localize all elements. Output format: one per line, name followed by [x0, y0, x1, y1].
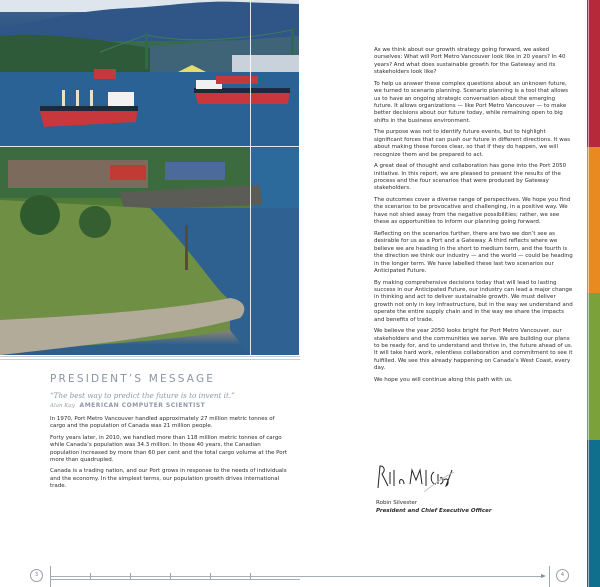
attribution-title: AMERICAN COMPUTER SCIENTIST [79, 402, 206, 409]
page-number-right: 4 [556, 569, 569, 582]
timeline-tick [210, 573, 211, 579]
body-paragraph: The purpose was not to identify future events, but to highlight significant forces that can push our future in different directions. It was about making these forces clear, so that if they do happen, we will recognize them and be prepared to act. [374, 129, 571, 158]
bulk-carrier-bridge [108, 92, 134, 106]
presidents-message-body [374, 47, 574, 388]
body-paragraph: As we think about our growth strategy going forward, we asked ourselves: What will Port Metro Vancouver look like in 20 years? In 40 years? And what does sustainable growth for the Gateway and its stakeholders look like? [374, 47, 566, 76]
trees [20, 195, 60, 235]
body-paragraph: We hope you will continue along this path with us. [374, 376, 513, 383]
timeline-line [50, 579, 300, 580]
page-number-left: 3 [30, 569, 43, 582]
harbour-photo [0, 0, 299, 355]
body-paragraph: By making comprehensive decisions today that will lead to lasting success in our Anticipated Future, our industry can lead a major change in thinking and act to deliver sustainable growth. We must deliver growth not only in key infrastructure, but in the way we understand and operate the entire supply chain and in the way we share the impacts and benefits of trade. [374, 279, 573, 323]
timeline-end-marker [549, 566, 550, 587]
crane [62, 90, 65, 106]
timeline-arrow-icon [541, 574, 546, 578]
epigraph-attribution [50, 402, 290, 409]
body-paragraph: Forty years later, in 2010, we handled more than 118 million metric tonnes of cargo while Canada’s population was 34.3 million. In those 40 years, the Canadian population increased by more than 60 per cent and the total cargo volume at the Port more than quadrupled. [50, 434, 288, 464]
body-paragraph: Reflecting on the scenarios further, there are two we don’t see as desirable for us as a Port and a Gateway. A third reflects where we believe we are heading in the short to medium term, and the fourth is the direction we think our industry — and the world — could be heading in the longer term. We have labelled these last two scenarios our Anticipated Future. [374, 230, 573, 274]
trees [79, 206, 111, 238]
signer-title: President and Chief Executive Officer [376, 508, 492, 514]
timeline-tick [250, 573, 251, 579]
crane [76, 90, 79, 106]
harbour-illustration [0, 0, 299, 355]
photo-bottom-rule [0, 356, 300, 357]
body-paragraph: A great deal of thought and collaboration has gone into the Port 2050 initiative. In this report, we are pleased to present the results of the process and the four scenarios that were produced by Gateway stakeholders. [374, 163, 567, 192]
bulk-carrier-deck [40, 106, 138, 111]
body-paragraph: The outcomes cover a diverse range of perspectives. We hope you find the scenarios to be provocative and challenging, in a positive way. We have not shied away from the negative possibilities; rather, we see these as opportunities to inform our planning going forward. [374, 197, 571, 226]
section-tab-orange [587, 147, 600, 293]
red-containers [110, 165, 146, 180]
blue-containers [165, 162, 225, 180]
epigraph-quote: “The best way to predict the future is to invent it.” [50, 391, 235, 400]
page-title: PRESIDENT’S MESSAGE [50, 373, 216, 385]
attribution-name: Alan Kay [50, 403, 75, 409]
timeline-tick [90, 573, 91, 579]
container-ship [216, 76, 258, 84]
piling [185, 225, 188, 270]
presidents-message-intro [50, 373, 290, 495]
body-paragraph: In 1970, Port Metro Vancouver handled approximately 27 million metric tonnes of cargo and the population of Canada was 21 million people. [50, 416, 275, 430]
signature [374, 462, 454, 494]
distant-ship [94, 69, 116, 79]
body-paragraph: To help us answer these complex questions about an unknown future, we turned to scenario planning. Scenario planning is a tool that allows us to have an ongoing strategic conversation about the emerging future. It allows organizations — like Port Metro Vancouver — to make better decisions about our future today, while remaining open to big shifts in the business environment. [374, 80, 568, 124]
bridge-tower [145, 33, 148, 69]
photo-bottom-rule [0, 359, 300, 360]
section-tab-green [587, 293, 600, 440]
timeline-tick [130, 573, 131, 579]
body-paragraph: We believe the year 2050 looks bright for Port Metro Vancouver, our stakeholders and the communities we serve. We are building our plans to be ready for, and to understand and thrive in, the future ahead of us. It will take hard work, relentless collaboration and commitment to see it fulfilled. We see this already happening on Canada’s West Coast, every day. [374, 328, 573, 372]
section-tab-red [587, 0, 600, 147]
photo-grid-line [0, 146, 299, 147]
timeline-line [50, 576, 544, 577]
section-tab-blue [587, 440, 600, 587]
terminal-silos [232, 55, 299, 72]
photo-grid-line [250, 0, 251, 355]
timeline-tick [170, 573, 171, 579]
signer-name: Robin Silvester [376, 500, 418, 506]
crane [90, 90, 93, 106]
body-paragraph: Canada is a trading nation, and our Port grows in response to the needs of individuals and the economy. In the simplest terms, our population growth drives international trade. [50, 468, 287, 490]
water-lower-right [250, 208, 299, 355]
